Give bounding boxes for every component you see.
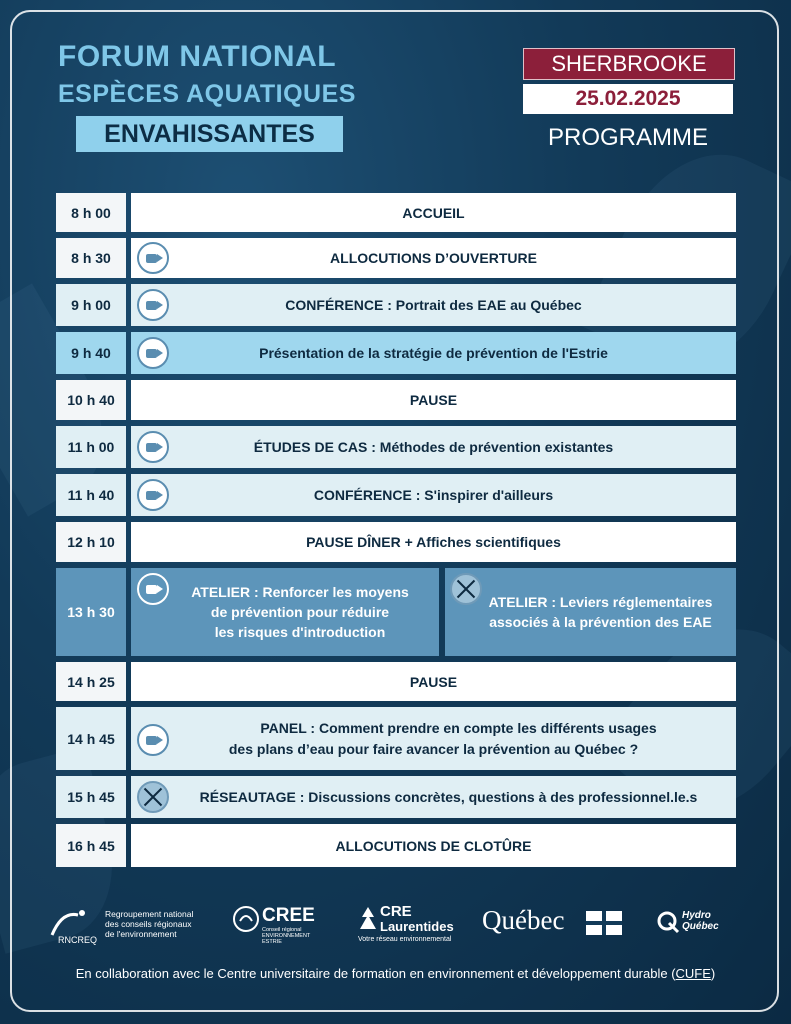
event-pause: PAUSE: [131, 662, 736, 701]
time-slot: 9 h 00: [56, 284, 126, 326]
time-slot: 14 h 25: [56, 662, 126, 701]
event-label: RÉSEAUTAGE : Discussions concrètes, questions à des professionnel.le.s: [199, 789, 698, 805]
video-camera-icon: [137, 724, 169, 756]
cree-subtitle-line: ENVIRONNEMENT: [262, 933, 311, 939]
collaboration-footer: [0, 966, 791, 981]
forum-title-line3: ENVAHISSANTES: [76, 116, 343, 152]
workshop-line: associés à la prévention des EAE: [489, 614, 712, 630]
time-slot: 15 h 45: [56, 776, 126, 818]
footer-close: ): [710, 966, 716, 981]
time-slot: 11 h 00: [56, 426, 126, 468]
event-lunch-break: PAUSE DÎNER + Affiches scientifiques: [131, 522, 736, 562]
cree-subtitle-line: ESTRIE: [262, 939, 282, 945]
event-label: ALLOCUTIONS D’OUVERTURE: [330, 250, 537, 266]
event-closing-remarks: ALLOCUTIONS DE CLOTÛRE: [131, 824, 736, 867]
workshop-line: de prévention pour réduire: [210, 603, 390, 620]
hydro-quebec-emblem-icon: [656, 910, 680, 934]
time-slot: 13 h 30: [56, 568, 126, 656]
hydro-quebec-line: Québec: [682, 921, 719, 932]
event-conference-inspiration: [131, 474, 736, 516]
event-label: Présentation de la stratégie de prévention de l'Estrie: [259, 345, 608, 361]
cre-laurentides-line2: Laurentides: [380, 919, 454, 934]
city-badge: SHERBROOKE: [523, 48, 735, 80]
event-opening-remarks: [131, 238, 736, 278]
workshop-line: ATELIER : Renforcer les moyens: [191, 583, 409, 600]
cre-laurentides-tagline: Votre réseau environnemental: [358, 936, 452, 943]
cree-subtitle-line: Conseil régional: [262, 927, 302, 933]
event-label: CONFÉRENCE : Portrait des EAE au Québec: [285, 297, 582, 313]
rncreq-name-line: Regroupement national: [105, 909, 194, 919]
rncreq-name-line: de l'environnement: [105, 929, 177, 939]
event-accueil: ACCUEIL: [131, 193, 736, 232]
time-slot: 14 h 45: [56, 707, 126, 770]
rncreq-logo: [48, 905, 208, 947]
forum-title-line1: FORUM NATIONAL: [58, 40, 337, 73]
time-slot: 9 h 40: [56, 332, 126, 374]
event-networking: [131, 776, 736, 818]
quebec-wordmark: Québec: [482, 905, 565, 935]
event-panel: [131, 707, 736, 770]
cree-emblem-icon: [232, 905, 260, 933]
event-conference-portrait: [131, 284, 736, 326]
event-strategy-presentation: [131, 332, 736, 374]
time-slot: 16 h 45: [56, 824, 126, 867]
date-badge: 25.02.2025: [523, 84, 733, 114]
quebec-flag-icon: [586, 911, 622, 935]
hydro-quebec-logo: [656, 908, 746, 938]
video-camera-icon: [137, 573, 169, 605]
video-camera-icon: [137, 431, 169, 463]
time-slot: 12 h 10: [56, 522, 126, 562]
panel-line: PANEL : Comment prendre en compte les différents usages: [260, 719, 657, 736]
cufe-link[interactable]: CUFE: [675, 966, 711, 981]
video-camera-icon: [137, 479, 169, 511]
cree-logo: [232, 903, 332, 947]
rncreq-emblem-icon: [48, 905, 92, 939]
program-heading: PROGRAMME: [547, 124, 708, 151]
no-video-icon: [137, 781, 169, 813]
event-label: ÉTUDES DE CAS : Méthodes de prévention existantes: [253, 439, 614, 455]
cre-laurentides-emblem-icon: [358, 905, 378, 935]
event-workshop-prevention: [131, 568, 439, 656]
workshop-line: les risques d'introduction: [214, 624, 386, 641]
video-camera-icon: [137, 242, 169, 274]
event-pause: PAUSE: [131, 380, 736, 420]
video-camera-icon: [137, 289, 169, 321]
workshop-line: ATELIER : Leviers réglementaires: [488, 593, 713, 610]
rncreq-name-line: des conseils régionaux: [105, 919, 192, 929]
time-slot: 8 h 00: [56, 193, 126, 232]
quebec-logo: [482, 903, 627, 943]
event-case-studies: [131, 426, 736, 468]
time-slot: 8 h 30: [56, 238, 126, 278]
cre-laurentides-line1: CRE: [380, 903, 412, 920]
cre-laurentides-logo: [358, 903, 468, 947]
no-video-icon: [450, 573, 482, 605]
cree-name: CREE: [262, 905, 315, 926]
footer-text: En collaboration avec le Centre universitaire de formation en environnement et développement durable (: [75, 966, 676, 981]
panel-line: des plans d’eau pour faire avancer la prévention au Québec ?: [228, 740, 639, 757]
hydro-quebec-line: Hydro: [682, 910, 711, 921]
video-camera-icon: [137, 337, 169, 369]
rncreq-abbr: RNCREQ: [58, 935, 98, 945]
time-slot: 11 h 40: [56, 474, 126, 516]
event-label: CONFÉRENCE : S'inspirer d'ailleurs: [313, 487, 554, 503]
forum-title-line2: ESPÈCES AQUATIQUES: [58, 80, 356, 108]
time-slot: 10 h 40: [56, 380, 126, 420]
event-workshop-regulation: [445, 568, 736, 656]
